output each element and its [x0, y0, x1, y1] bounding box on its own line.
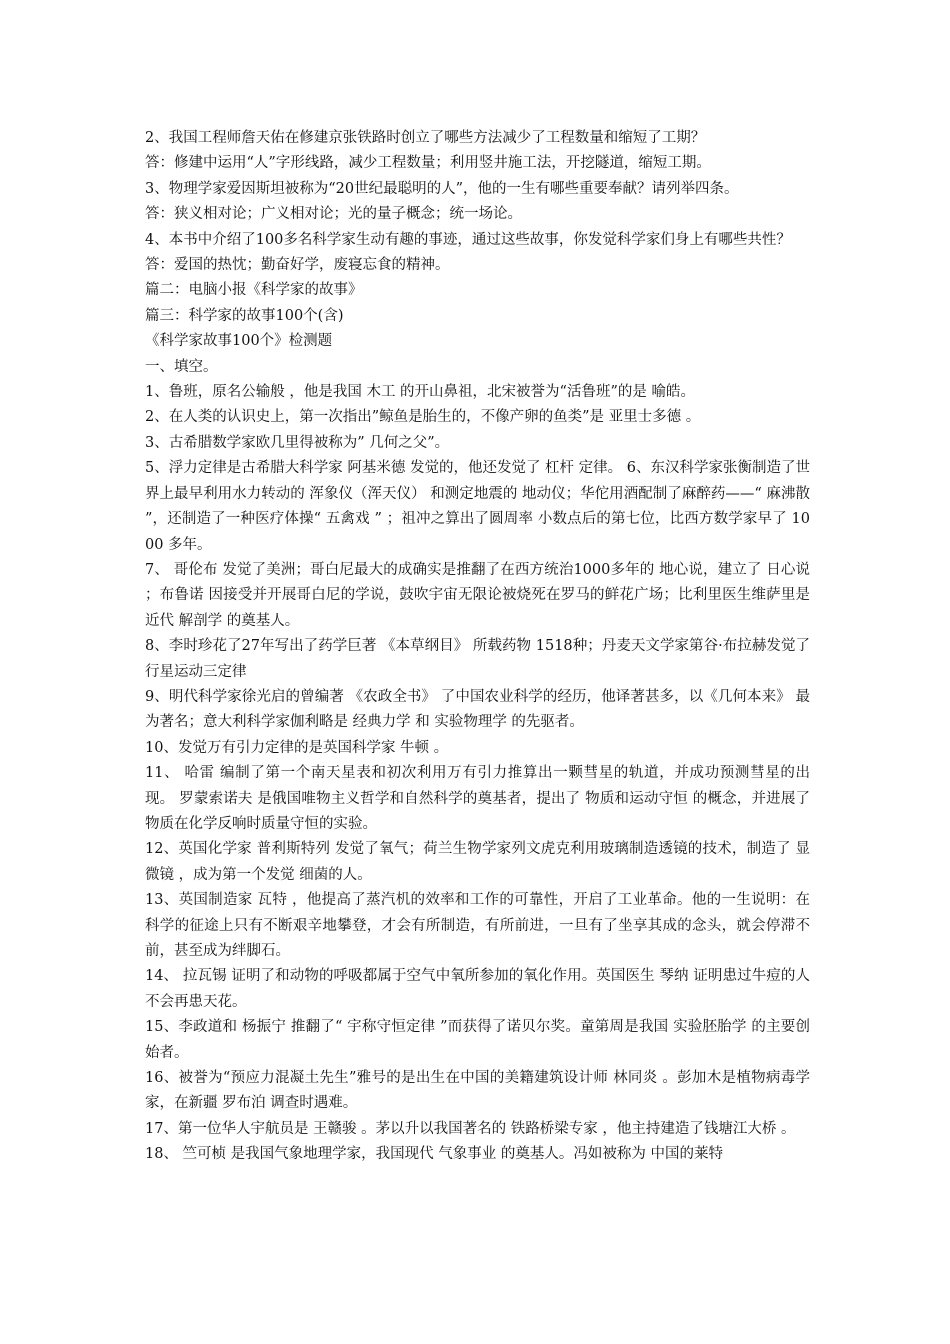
- paragraph: 2、在人类的认识史上，第一次指出”鲸鱼是胎生的，不像产卵的鱼类”是 亚里士多德 。: [145, 409, 701, 426]
- paragraph: 5、浮力定律是古希腊大科学家 阿基米德 发觉的，他还发觉了 杠杆 定律。 6、东汉科学家张衡制造了世界上最早利用水力转动的 浑象仪（浑天仪） 和测定地震的 地动仪；华佗用酒配制了麻醉药——“ 麻沸散 ”，还制造了一种医疗体操“ 五禽戏 ” ；祖冲之算出了圆周率 小数点后的第七位，比西方数学家早了 1000 多年。: [145, 460, 810, 553]
- paragraph: 11、 哈雷 编制了第一个南天星表和初次利用万有引力推算出一颗彗星的轨道，并成功预测彗星的出现。 罗蒙索诺夫 是俄国唯物主义哲学和自然科学的奠基者，提出了 物质和运动守恒 的概念，并进展了物质在化学反响时质量守恒的实验。: [145, 765, 810, 832]
- paragraph: 2、我国工程师詹天佑在修建京张铁路时创立了哪些方法减少了工程数量和缩短了工期？: [145, 130, 706, 146]
- paragraph: 7、 哥伦布 发觉了美洲；哥白尼最大的成确实是推翻了在西方统治1000多年的 地心说，建立了 日心说 ；布鲁诺 因接受并开展哥白尼的学说，鼓吹宇宙无限论被烧死在罗马的鲜花广场；比利里医生维萨里是近代 解剖学 的奠基人。: [145, 561, 810, 629]
- paragraph: 15、李政道和 杨振宁 推翻了“ 宇称守恒定律 ”而获得了诺贝尔奖。童第周是我国 实验胚胎学 的主要创始者。: [145, 1019, 810, 1061]
- document-body: [145, 126, 810, 1168]
- paragraph: 12、英国化学家 普利斯特列 发觉了氧气；荷兰生物学家列文虎克利用玻璃制造透镜的技术，制造了 显微镜 ，成为第一个发觉 细菌的人。: [145, 841, 810, 883]
- paragraph: 8、李时珍花了27年写出了药学巨著 《本草纲目》 所载药物 1518种；丹麦天文学家第谷·布拉赫发觉了 行星运动三定律: [145, 638, 810, 680]
- paragraph: 18、 竺可桢 是我国气象地理学家，我国现代 气象事业 的奠基人。冯如被称为 中国的莱特: [145, 1146, 723, 1163]
- paragraph: 10、发觉万有引力定律的是英国科学家 牛顿 。: [145, 739, 449, 756]
- paragraph: 9、明代科学家徐光启的曾编著 《农政全书》 了中国农业科学的经历，他译著甚多，以《几何本来》 最为著名；意大利科学家伽利略是 经典力学 和 实验物理学 的先驱者。: [145, 688, 810, 731]
- quiz-section-label: 一、填空。: [145, 358, 218, 375]
- paragraph: 17、第一位华人宇航员是 王赣骏 。茅以升以我国著名的 铁路桥梁专家 ，他主持建造了钱塘江大桥 。: [145, 1120, 796, 1137]
- paragraph: 1、鲁班，原名公输般 ，他是我国 木工 的开山鼻祖，北宋被誉为“活鲁班”的是 喻皓。: [145, 384, 695, 401]
- section-heading: 篇二：电脑小报《科学家的故事》: [145, 282, 363, 299]
- quiz-title: 《科学家故事100个》检测题: [145, 333, 333, 350]
- paragraph: 16、被誉为“预应力混凝土先生”雅号的是出生在中国的美籍建筑设计师 林同炎 。彭加木是植物病毒学家，在新疆 罗布泊 调查时遇难。: [145, 1070, 810, 1112]
- paragraph: 答：修建中运用“人”字形线路，减少工程数量；利用竖井施工法，开挖隧道，缩短工期。: [145, 155, 711, 172]
- paragraph: 14、 拉瓦锡 证明了和动物的呼吸都属于空气中氧所参加的氧化作用。英国医生 琴纳 证明患过牛痘的人不会再患天花。: [145, 968, 810, 1010]
- paragraph: 3、物理学家爱因斯坦被称为“20世纪最聪明的人”，他的一生有哪些重要奉献？请列举四条。: [145, 180, 739, 197]
- paragraph: 3、古希腊数学家欧几里得被称为” 几何之父”。: [145, 434, 450, 451]
- section-heading: 篇三：科学家的故事100个(含): [145, 307, 344, 324]
- paragraph: 4、本书中介绍了100多名科学家生动有趣的事迹，通过这些故事，你发觉科学家们身上有哪些共性？: [145, 231, 791, 248]
- paragraph: 13、英国制造家 瓦特 ，他提高了蒸汽机的效率和工作的可靠性，开启了工业革命。他的一生说明：在科学的征途上只有不断艰辛地攀登，才会有所制造，有所前进，一旦有了坐享其成的念头，就会停滞不前，甚至成为绊脚石。: [145, 892, 810, 959]
- paragraph: 答：爱国的热忱；勤奋好学，废寝忘食的精神。: [145, 257, 450, 274]
- paragraph: 答：狭义相对论；广义相对论；光的量子概念；统一场论。: [145, 206, 522, 223]
